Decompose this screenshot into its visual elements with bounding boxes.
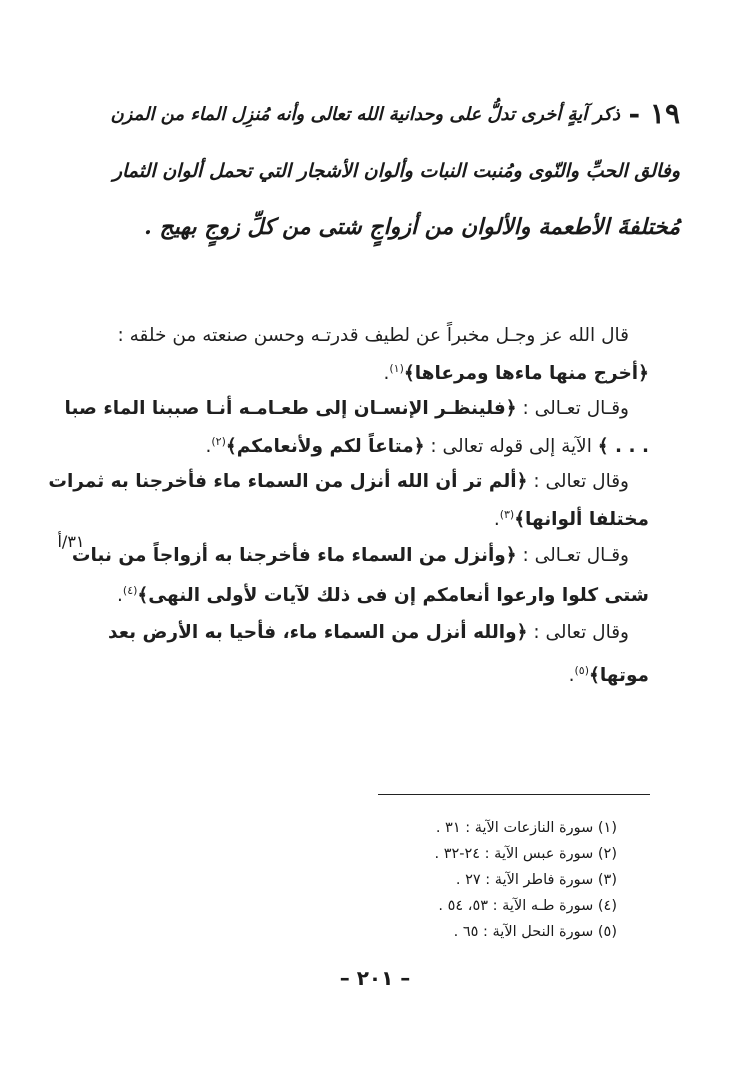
sentence-end: .: [383, 363, 390, 384]
paragraph-1-intro: قال الله عز وجـل مخبراً عن لطيف قدرتـه وحسن صنعته من خلقه :: [117, 325, 629, 346]
footnote-4: (٤) سورة طـه الآية : ٥٣، ٥٤ .: [438, 898, 617, 914]
paragraph-3-line-2: [494, 500, 649, 535]
quran-verse: . . . ﴾: [597, 436, 649, 457]
quran-verse: مختلفا ألوانها﴾: [514, 509, 649, 530]
paragraph-1-line-1: [117, 321, 629, 351]
paragraph-2-line-1: [65, 394, 630, 424]
sentence-end: .: [493, 509, 500, 530]
page-number: – ٢٠١ –: [339, 966, 411, 990]
manuscript-folio-note: ٣١/أ: [57, 532, 85, 551]
quran-verse: ﴿متاعاً لكم ولأنعامكم﴾: [225, 436, 425, 457]
paragraph-3-intro: وقال تعالى :: [533, 471, 629, 492]
paragraph-5-line-1: [108, 618, 629, 648]
footnote-divider: [378, 794, 650, 795]
paragraph-5-line-2: [569, 656, 649, 691]
paragraph-1-line-2: [383, 354, 649, 389]
footnote-3: (٣) سورة فاطر الآية : ٢٧ .: [455, 872, 617, 888]
quran-verse: موتها﴾: [589, 665, 649, 686]
quran-verse: ﴿فلينظـر الإنسـان إلى طعـامـه أنـا صببنا الماء صبا: [64, 398, 517, 419]
sentence-end: .: [205, 436, 212, 457]
section-heading-line-3: مُختلفةَ الأطعمة والألوان من أزواجٍ شتى من كلِّ زوجٍ بهيج .: [144, 214, 680, 240]
paragraph-4-line-2: [117, 576, 649, 611]
footnote-1: (١) سورة النازعات الآية : ٣١ .: [435, 820, 617, 836]
footnote-2: (٢) سورة عبس الآية : ٢٤-٣٢ .: [434, 846, 617, 862]
section-heading-line-2: وفالق الحبِّ والنّوى ومُنبت النبات وألوان الأشجار التي تحمل ألوان الثمار: [112, 160, 680, 182]
footnote-ref-3: (٣): [499, 508, 515, 521]
quran-verse: ﴿ألم تر أن الله أنزل من السماء ماء فأخرجنا به ثمرات: [48, 471, 528, 492]
paragraph-2-intro: وقـال تعـالى :: [522, 398, 629, 419]
quran-verse: ﴿والله أنزل من السماء ماء، فأحيا به الأرض بعد: [108, 622, 528, 643]
paragraph-4-line-1: [72, 541, 629, 571]
section-number: ١٩ -: [628, 97, 680, 130]
footnote-ref-4: (٤): [122, 584, 138, 597]
footnote-5: (٥) سورة النحل الآية : ٦٥ .: [453, 924, 617, 940]
sentence-end: .: [568, 665, 575, 686]
section-heading-line-1: ذكر آيةٍ أخرى تدلُّ على وحدانية الله تعالى وأنه مُنزِل الماء من المزن: [110, 104, 620, 125]
footnote-ref-1: (١): [389, 362, 404, 375]
paragraph-3-line-1: [48, 467, 629, 497]
paragraph-2-line-2: [205, 427, 649, 462]
footnote-ref-5: (٥): [574, 664, 589, 677]
paragraph-2-mid: الآية إلى قوله تعالى :: [430, 436, 592, 457]
quran-verse: شتى كلوا وارعوا أنعامكم إن فى ذلك لآيات لأولى النهى﴾: [137, 585, 649, 606]
quran-verse: ﴿وأنزل من السماء ماء فأخرجنا به أزواجاً من نبات: [71, 545, 517, 566]
sentence-end: .: [117, 585, 123, 606]
footnote-ref-2: (٢): [211, 435, 226, 448]
quran-verse: ﴿أخرج منها ماءها ومرعاها﴾: [403, 363, 649, 384]
paragraph-5-intro: وقال تعالى :: [533, 622, 629, 643]
paragraph-4-intro: وقـال تعـالى :: [522, 545, 629, 566]
